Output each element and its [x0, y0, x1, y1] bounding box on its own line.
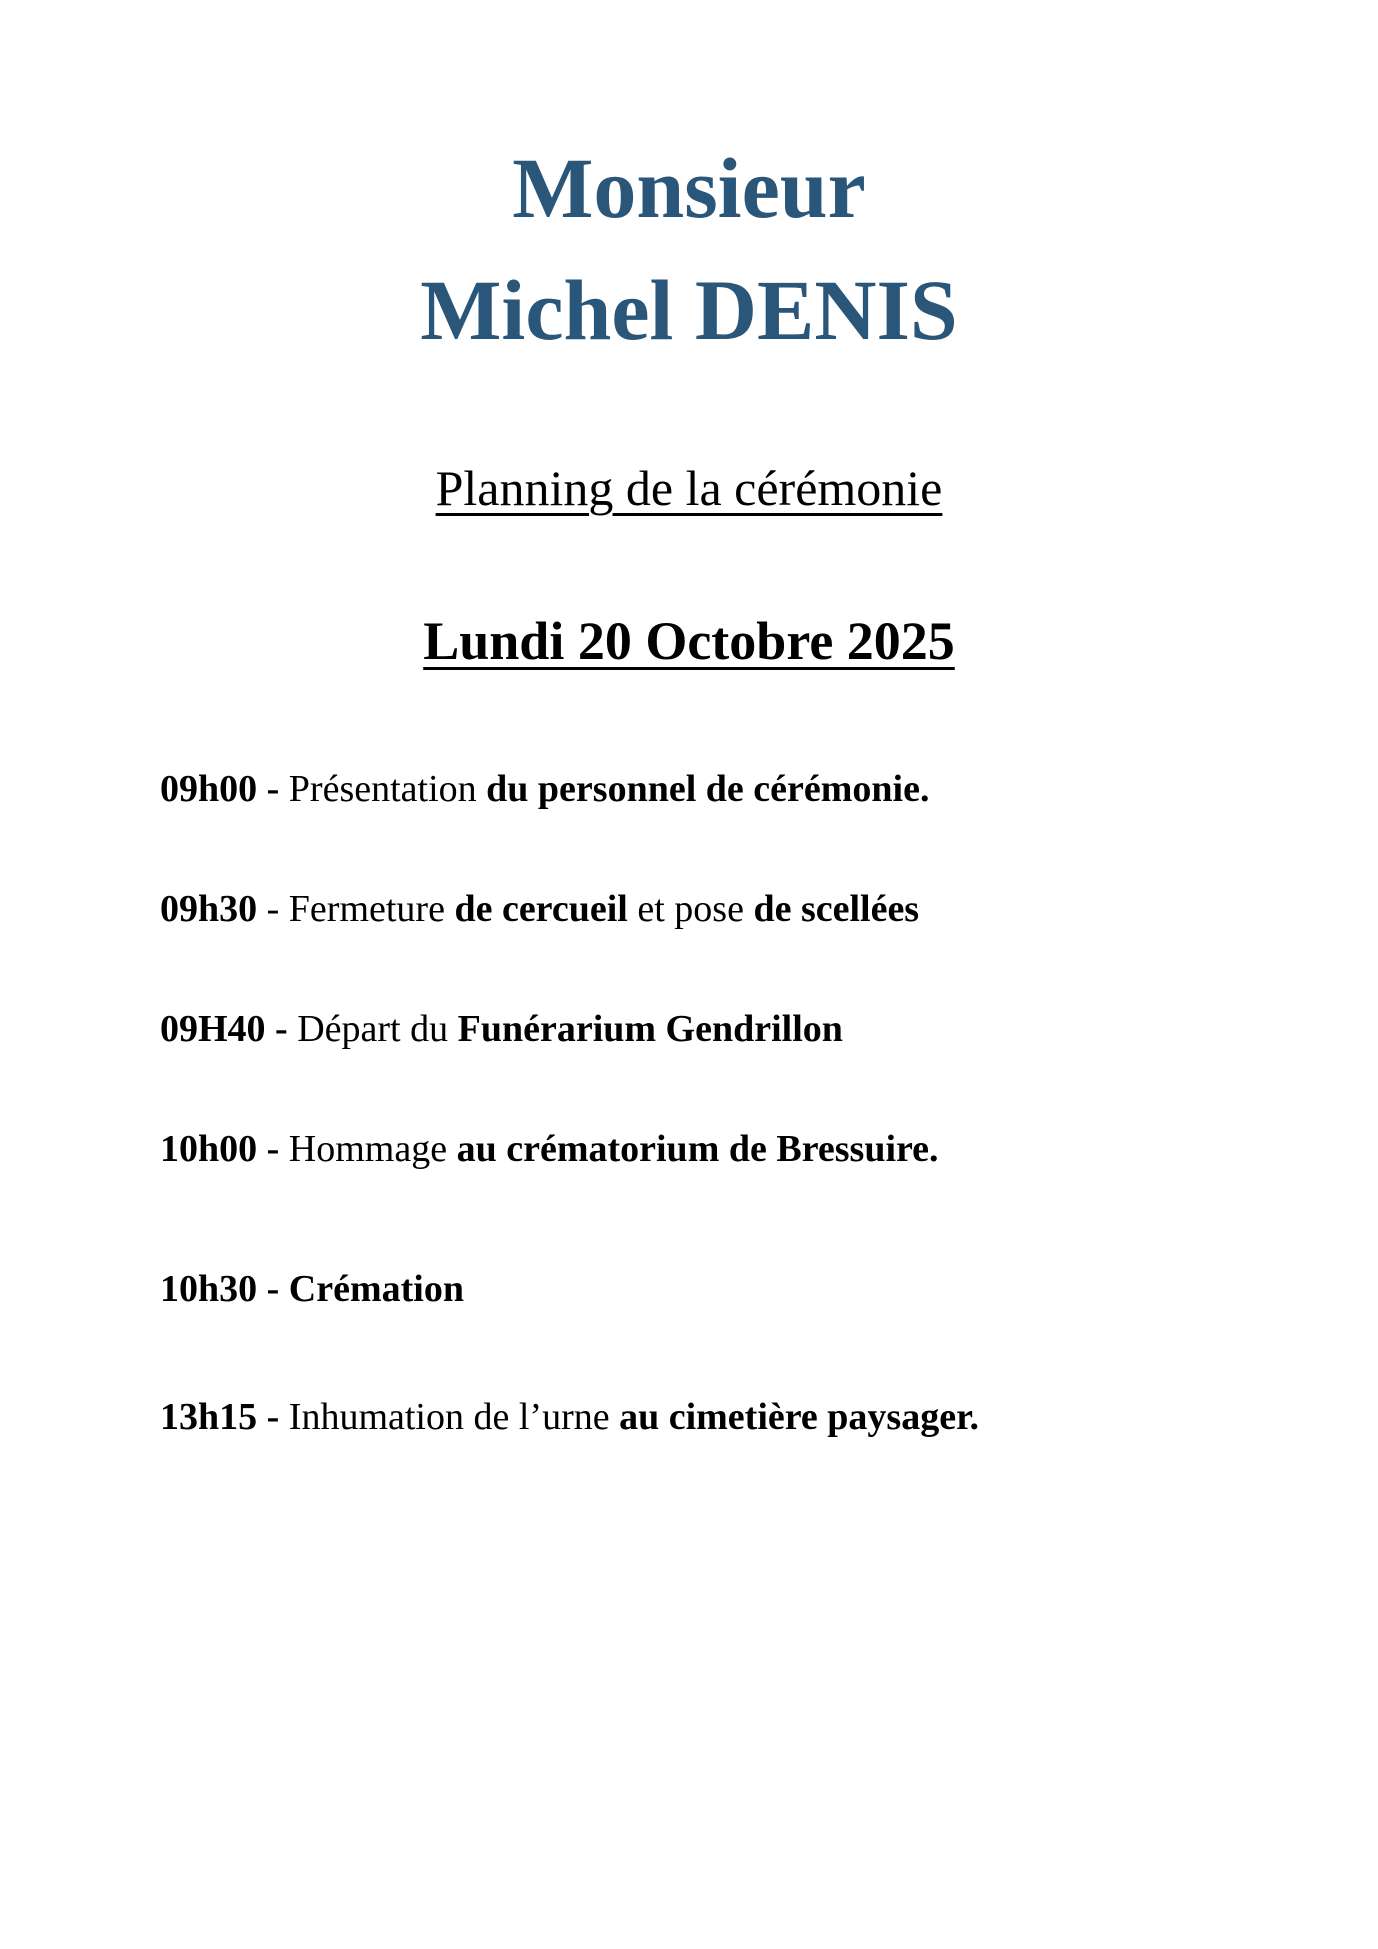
- planning-subtitle: Planning de la cérémonie: [435, 460, 943, 516]
- schedule-segment-bold: Funérarium Gendrillon: [457, 1008, 843, 1050]
- schedule-segment-bold: de scellées: [753, 888, 920, 930]
- schedule-segment-regular: Départ du: [297, 1008, 458, 1050]
- schedule-segment-regular: - Fermeture: [257, 888, 455, 930]
- schedule-segment-bold: de cercueil: [454, 888, 628, 930]
- schedule-segment-bold: 10h00 -: [160, 1128, 289, 1170]
- schedule-item: [160, 1270, 464, 1308]
- schedule-segment-bold: au crématorium de Bressuire.: [456, 1128, 939, 1170]
- schedule-segment-bold: 13h15 -: [160, 1396, 289, 1438]
- schedule-item: [160, 1398, 979, 1436]
- schedule-segment-bold: 09h00 -: [160, 768, 289, 810]
- schedule-segment-regular: et pose: [627, 888, 754, 930]
- schedule-segment-regular: Inhumation de l’urne: [288, 1396, 620, 1438]
- ceremony-date: Lundi 20 Octobre 2025: [423, 611, 955, 671]
- schedule-list: [160, 0, 1378, 1949]
- schedule-segment-bold: du personnel de cérémonie.: [486, 768, 930, 810]
- schedule-segment-bold: 10h30 - Crémation: [160, 1268, 464, 1310]
- title-line-monsieur: Monsieur: [512, 140, 866, 236]
- schedule-item: [160, 770, 929, 808]
- schedule-segment-regular: Hommage: [288, 1128, 457, 1170]
- schedule-segment-bold: 09h30: [160, 888, 258, 930]
- title-line-name: Michel DENIS: [420, 262, 958, 358]
- schedule-segment-regular: Présentation: [288, 768, 487, 810]
- schedule-segment-bold: au cimetière paysager.: [619, 1396, 979, 1438]
- schedule-item: [160, 1130, 939, 1168]
- schedule-item: [160, 890, 919, 928]
- schedule-item: [160, 1010, 843, 1048]
- schedule-segment-bold: 09H40 -: [160, 1008, 298, 1050]
